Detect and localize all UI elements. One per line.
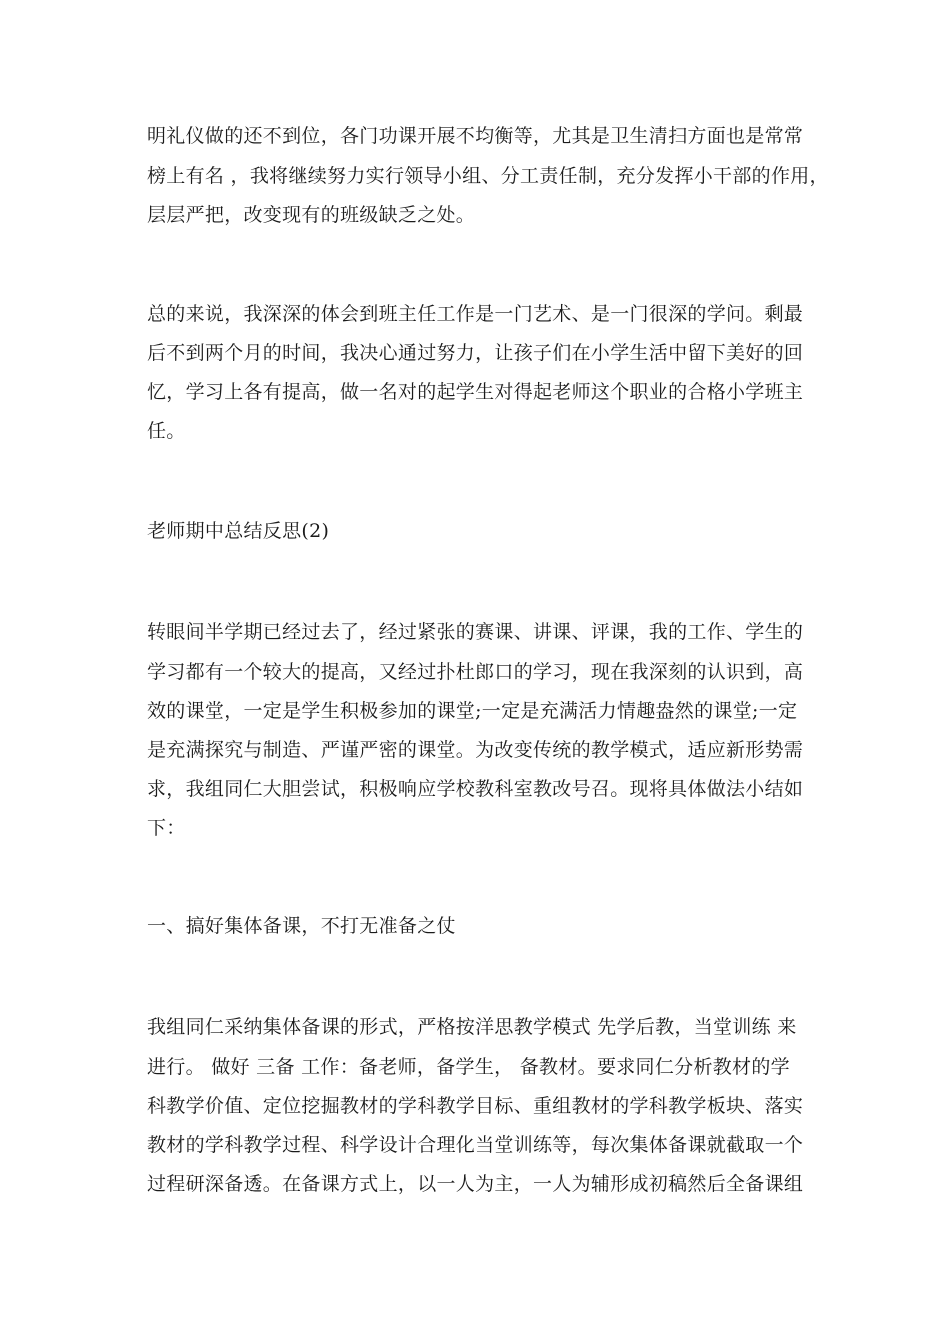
- paragraph-3-line-6: 下：: [147, 817, 186, 839]
- subsection-heading: 一、搞好集体备课，不打无准备之仗: [147, 915, 456, 937]
- paragraph-3-line-2: 学习都有一个较大的提高，又经过扑杜郎口的学习，现在我深刻的认识到，高: [147, 661, 804, 683]
- paragraph-4-line-3: 科教学价值、定位挖掘教材的学科教学目标、重组教材的学科教学板块、落实: [147, 1095, 804, 1117]
- paragraph-4-line-2: 进行。 做好 三备 工作：备老师，备学生， 备教材。要求同仁分析教材的学: [147, 1056, 790, 1078]
- paragraph-3-line-3: 效的课堂，一定是学生积极参加的课堂;一定是充满活力情趣盎然的课堂;一定: [147, 700, 798, 722]
- paragraph-4-line-5: 过程研深备透。在备课方式上，以一人为主，一人为辅形成初稿然后全备课组: [147, 1173, 804, 1195]
- paragraph-4-line-1: 我组同仁采纳集体备课的形式，严格按洋思教学模式 先学后教，当堂训练 来: [147, 1016, 797, 1038]
- paragraph-3-line-4: 是充满探究与制造、严谨严密的课堂。为改变传统的教学模式，适应新形势需: [147, 739, 804, 761]
- section-heading: 老师期中总结反思(2): [147, 520, 330, 542]
- paragraph-2-line-2: 后不到两个月的时间，我决心通过努力，让孩子们在小学生活中留下美好的回: [147, 342, 804, 364]
- paragraph-2-line-4: 任。: [147, 420, 186, 442]
- paragraph-1-line-2: 榜上有名 ，我将继续努力实行领导小组、分工责任制，充分发挥小干部的作用，: [147, 165, 829, 187]
- paragraph-3-line-5: 求，我组同仁大胆尝试，积极响应学校教科室教改号召。现将具体做法小结如: [147, 778, 804, 800]
- paragraph-4-line-4: 教材的学科教学过程、科学设计合理化当堂训练等，每次集体备课就截取一个: [147, 1134, 804, 1156]
- paragraph-2-line-1: 总的来说，我深深的体会到班主任工作是一门艺术、是一门很深的学问。剩最: [147, 303, 804, 325]
- paragraph-1-line-3: 层层严把，改变现有的班级缺乏之处。: [147, 204, 476, 226]
- paragraph-1-line-1: 明礼仪做的还不到位，各门功课开展不均衡等，尤其是卫生清扫方面也是常常: [147, 125, 804, 147]
- paragraph-3-line-1: 转眼间半学期已经过去了，经过紧张的赛课、讲课、评课，我的工作、学生的: [147, 621, 804, 643]
- paragraph-2-line-3: 忆，学习上各有提高，做一名对的起学生对得起老师这个职业的合格小学班主: [147, 381, 804, 403]
